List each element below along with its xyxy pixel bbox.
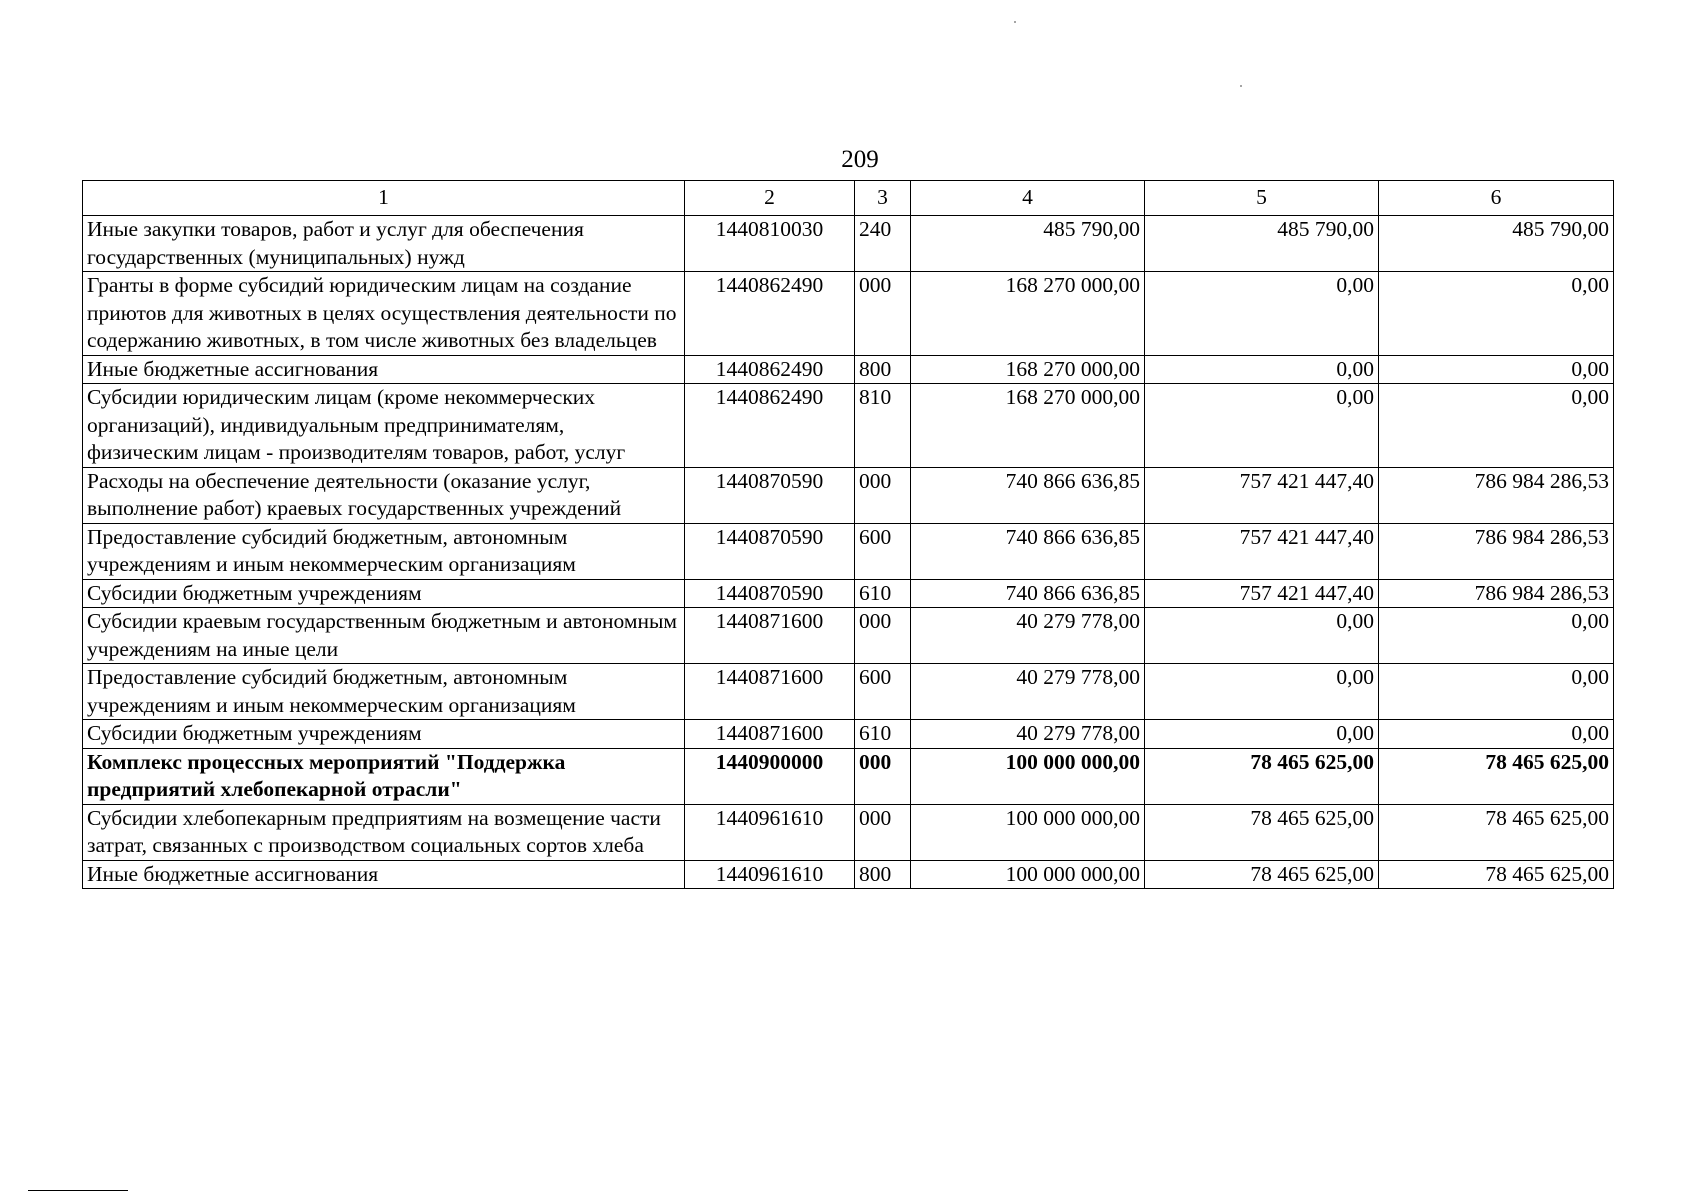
row-target-code: 1440810030	[685, 216, 855, 272]
row-value-col5: 0,00	[1145, 608, 1379, 664]
row-description: Субсидии бюджетным учреждениям	[83, 720, 685, 749]
table-row	[83, 860, 1614, 889]
scan-speck	[1240, 85, 1242, 87]
row-value-col6: 0,00	[1379, 355, 1614, 384]
column-header-6: 6	[1379, 181, 1614, 216]
row-value-col5: 0,00	[1145, 272, 1379, 356]
row-description: Субсидии бюджетным учреждениям	[83, 579, 685, 608]
row-value-col4: 485 790,00	[911, 216, 1145, 272]
column-header-2: 2	[685, 181, 855, 216]
row-value-col6: 0,00	[1379, 384, 1614, 468]
row-value-col5: 0,00	[1145, 355, 1379, 384]
row-expense-type: 800	[855, 355, 911, 384]
row-target-code: 1440862490	[685, 355, 855, 384]
row-value-col4: 100 000 000,00	[911, 748, 1145, 804]
table-row	[83, 384, 1614, 468]
row-expense-type: 000	[855, 272, 911, 356]
table-row	[83, 216, 1614, 272]
table-row	[83, 608, 1614, 664]
column-header-4: 4	[911, 181, 1145, 216]
row-target-code: 1440862490	[685, 272, 855, 356]
row-target-code: 1440900000	[685, 748, 855, 804]
row-value-col5: 78 465 625,00	[1145, 860, 1379, 889]
row-description: Субсидии юридическим лицам (кроме некоммерческих организаций), индивидуальным предпринимателям, физическим лицам - производителям товаров, работ, услуг	[83, 384, 685, 468]
row-value-col5: 0,00	[1145, 720, 1379, 749]
row-value-col4: 40 279 778,00	[911, 664, 1145, 720]
table-row	[83, 579, 1614, 608]
row-description: Субсидии хлебопекарным предприятиям на возмещение части затрат, связанных с производством социальных сортов хлеба	[83, 804, 685, 860]
row-target-code: 1440871600	[685, 608, 855, 664]
column-header-3: 3	[855, 181, 911, 216]
scan-speck	[1014, 21, 1016, 23]
row-target-code: 1440871600	[685, 720, 855, 749]
column-header-1: 1	[83, 181, 685, 216]
row-value-col5: 757 421 447,40	[1145, 467, 1379, 523]
row-description: Иные закупки товаров, работ и услуг для обеспечения государственных (муниципальных) нужд	[83, 216, 685, 272]
row-value-col6: 78 465 625,00	[1379, 804, 1614, 860]
row-value-col6: 786 984 286,53	[1379, 467, 1614, 523]
row-description: Предоставление субсидий бюджетным, автономным учреждениям и иным некоммерческим организациям	[83, 664, 685, 720]
row-value-col5: 78 465 625,00	[1145, 804, 1379, 860]
row-description: Предоставление субсидий бюджетным, автономным учреждениям и иным некоммерческим организациям	[83, 523, 685, 579]
footnote-separator-line	[28, 1190, 128, 1191]
row-value-col4: 100 000 000,00	[911, 804, 1145, 860]
row-value-col6: 0,00	[1379, 272, 1614, 356]
row-value-col5: 757 421 447,40	[1145, 523, 1379, 579]
table-row	[83, 804, 1614, 860]
table-body	[83, 216, 1614, 889]
table-row	[83, 467, 1614, 523]
row-value-col4: 168 270 000,00	[911, 384, 1145, 468]
table-row	[83, 355, 1614, 384]
row-value-col4: 740 866 636,85	[911, 523, 1145, 579]
row-value-col4: 740 866 636,85	[911, 579, 1145, 608]
row-value-col6: 0,00	[1379, 664, 1614, 720]
row-value-col4: 40 279 778,00	[911, 720, 1145, 749]
row-value-col5: 78 465 625,00	[1145, 748, 1379, 804]
table-row	[83, 272, 1614, 356]
row-value-col6: 0,00	[1379, 608, 1614, 664]
row-value-col4: 100 000 000,00	[911, 860, 1145, 889]
row-description: Иные бюджетные ассигнования	[83, 860, 685, 889]
row-expense-type: 240	[855, 216, 911, 272]
header-row	[83, 181, 1614, 216]
row-expense-type: 000	[855, 748, 911, 804]
row-value-col4: 40 279 778,00	[911, 608, 1145, 664]
row-expense-type: 610	[855, 720, 911, 749]
row-description: Комплекс процессных мероприятий "Поддержка предприятий хлебопекарной отрасли"	[83, 748, 685, 804]
row-value-col6: 78 465 625,00	[1379, 860, 1614, 889]
row-expense-type: 610	[855, 579, 911, 608]
row-value-col6: 786 984 286,53	[1379, 523, 1614, 579]
row-target-code: 1440961610	[685, 860, 855, 889]
row-value-col4: 168 270 000,00	[911, 272, 1145, 356]
row-expense-type: 000	[855, 467, 911, 523]
table-row	[83, 664, 1614, 720]
row-expense-type: 000	[855, 608, 911, 664]
column-header-5: 5	[1145, 181, 1379, 216]
row-value-col5: 485 790,00	[1145, 216, 1379, 272]
page-number: 209	[841, 146, 879, 173]
row-expense-type: 810	[855, 384, 911, 468]
row-target-code: 1440862490	[685, 384, 855, 468]
row-expense-type: 600	[855, 664, 911, 720]
row-target-code: 1440870590	[685, 579, 855, 608]
row-value-col5: 757 421 447,40	[1145, 579, 1379, 608]
row-target-code: 1440870590	[685, 523, 855, 579]
row-target-code: 1440870590	[685, 467, 855, 523]
row-value-col4: 168 270 000,00	[911, 355, 1145, 384]
row-description: Расходы на обеспечение деятельности (оказание услуг, выполнение работ) краевых государственных учреждений	[83, 467, 685, 523]
table-row	[83, 523, 1614, 579]
row-description: Субсидии краевым государственным бюджетным и автономным учреждениям на иные цели	[83, 608, 685, 664]
row-expense-type: 000	[855, 804, 911, 860]
row-description: Гранты в форме субсидий юридическим лицам на создание приютов для животных в целях осуществления деятельности по содержанию животных, в том числе животных без владельцев	[83, 272, 685, 356]
budget-table	[82, 180, 1614, 889]
row-target-code: 1440871600	[685, 664, 855, 720]
row-value-col6: 485 790,00	[1379, 216, 1614, 272]
row-value-col5: 0,00	[1145, 664, 1379, 720]
row-expense-type: 800	[855, 860, 911, 889]
row-value-col6: 786 984 286,53	[1379, 579, 1614, 608]
row-value-col6: 78 465 625,00	[1379, 748, 1614, 804]
row-value-col6: 0,00	[1379, 720, 1614, 749]
table-row	[83, 748, 1614, 804]
row-expense-type: 600	[855, 523, 911, 579]
row-value-col4: 740 866 636,85	[911, 467, 1145, 523]
row-target-code: 1440961610	[685, 804, 855, 860]
table-row	[83, 720, 1614, 749]
row-value-col5: 0,00	[1145, 384, 1379, 468]
row-description: Иные бюджетные ассигнования	[83, 355, 685, 384]
